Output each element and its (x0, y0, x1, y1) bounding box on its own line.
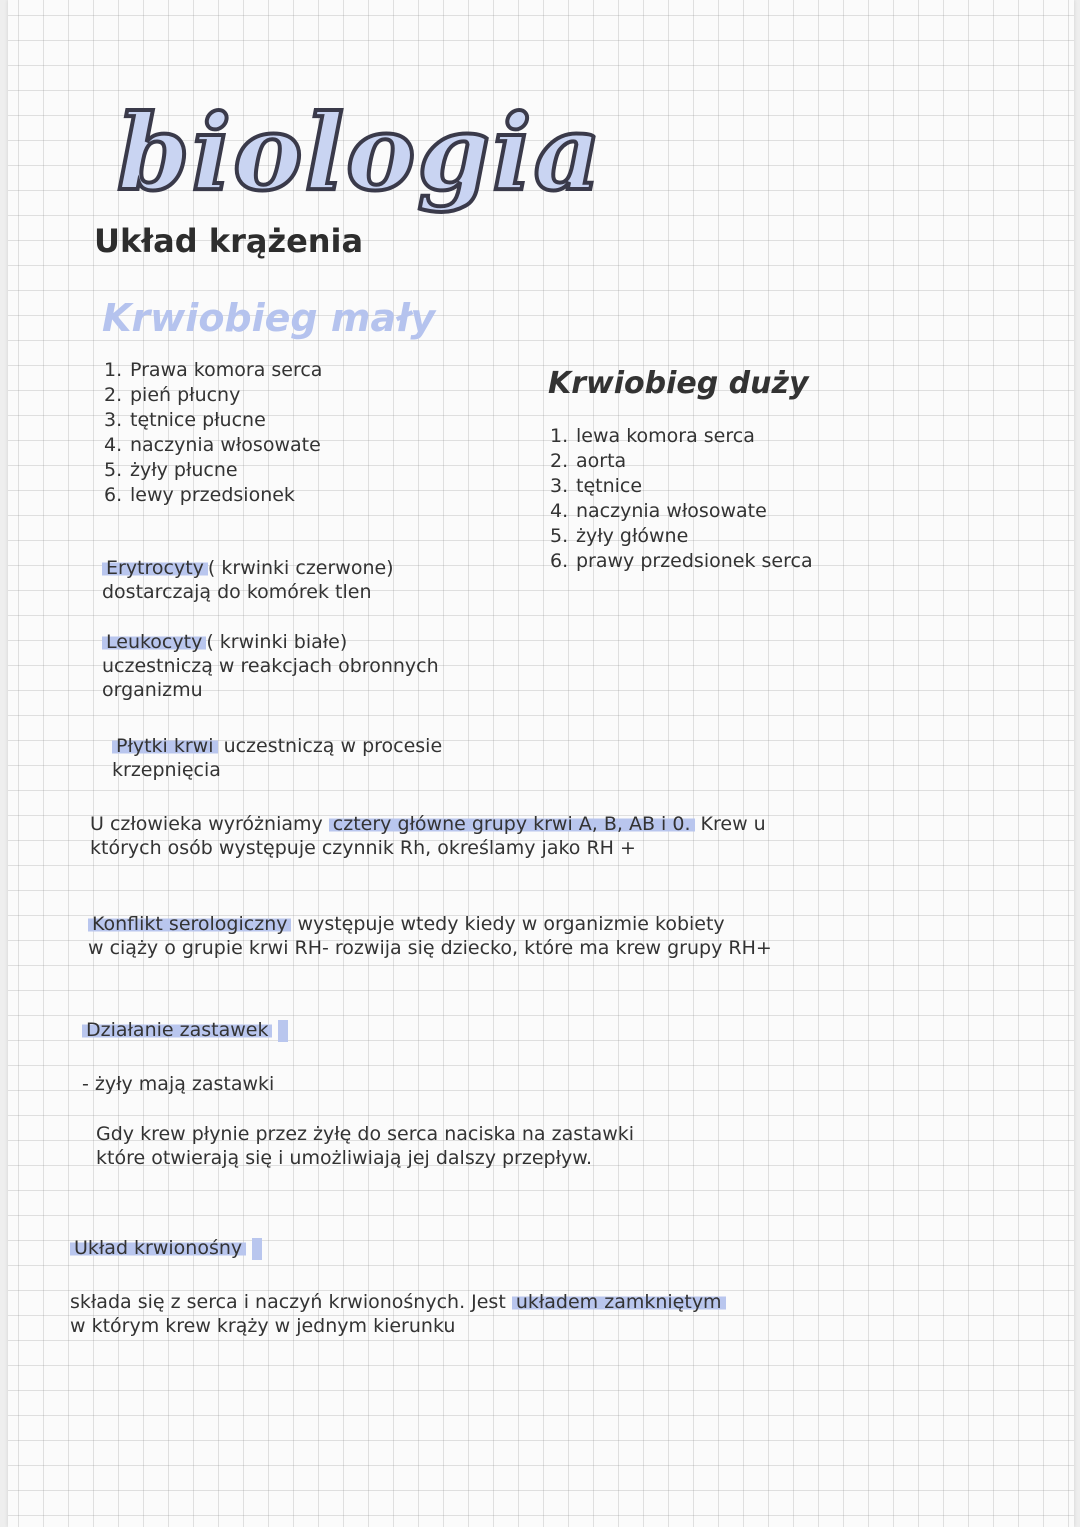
conflict-term: Konflikt serologiczny (88, 913, 291, 935)
blood-groups-block (90, 812, 766, 860)
highlight-marker (278, 1020, 288, 1042)
list-item: 3. tętnice (550, 475, 643, 497)
valves-term: Działanie zastawek (82, 1019, 272, 1041)
list-item: 1. Prawa komora serca (104, 359, 323, 381)
erythrocytes-block (102, 556, 394, 604)
blood-groups-post: Krew u (700, 813, 766, 835)
conflict-line2: w ciąży o grupie krwi RH- rozwija się dziecko, które ma krew grupy RH+ (88, 937, 772, 959)
list-item: 3. tętnice płucne (104, 409, 266, 431)
erythrocytes-paren: ( krwinki czerwone) (207, 557, 394, 579)
list-item: 5. żyły główne (550, 525, 689, 547)
system-term: Układ krwionośny (70, 1237, 246, 1259)
conflict-line1: występuje wtedy kiedy w organizmie kobiety (297, 913, 725, 935)
blood-groups-line2: których osób występuje czynnik Rh, określamy jako RH + (90, 837, 636, 859)
platelets-desc-cont: krzepnięcia (112, 759, 221, 781)
title-text: biologia (116, 90, 604, 214)
valves-line2: które otwierają się i umożliwiają jej dalszy przepływ. (96, 1147, 593, 1169)
main-heading: Układ krążenia (94, 222, 364, 260)
leukocytes-desc: uczestniczą w reakcjach obronnych (102, 655, 439, 677)
title-logo (90, 72, 630, 232)
platelets-block (112, 734, 442, 782)
list-item: 6. prawy przedsionek serca (550, 550, 813, 572)
blood-groups-pre: U człowieka wyróżniamy (90, 813, 323, 835)
list-item: 6. lewy przedsionek (104, 484, 295, 506)
small-circulation-list (104, 358, 322, 508)
list-item: 2. aorta (550, 450, 627, 472)
small-circulation-title: Krwiobieg mały (102, 296, 436, 340)
highlight-marker (252, 1238, 262, 1260)
valves-bullet: - żyły mają zastawki (82, 1073, 275, 1095)
conflict-block (88, 912, 772, 960)
platelets-term: Płytki krwi (112, 735, 218, 757)
list-item: 1. lewa komora serca (550, 425, 755, 447)
notebook-page (8, 0, 1074, 1527)
list-item: 4. naczynia włosowate (104, 434, 321, 456)
list-item: 2. pień płucny (104, 384, 241, 406)
valves-block (82, 1018, 634, 1170)
platelets-desc: uczestniczą w procesie (223, 735, 443, 757)
valves-line1: Gdy krew płynie przez żyłę do serca naciska na zastawki (96, 1123, 635, 1145)
erythrocytes-term: Erytrocyty (102, 557, 208, 579)
system-line1: składa się z serca i naczyń krwionośnych. Jest (70, 1291, 506, 1313)
leukocytes-desc-cont: organizmu (102, 679, 203, 701)
large-circulation-list (550, 424, 813, 574)
leukocytes-term: Leukocyty (102, 631, 206, 653)
list-item: 5. żyły płucne (104, 459, 238, 481)
leukocytes-paren: ( krwinki białe) (206, 631, 348, 653)
system-line2: w którym krew krąży w jednym kierunku (70, 1315, 456, 1337)
large-circulation-title: Krwiobieg duży (548, 366, 809, 401)
system-block (70, 1236, 726, 1338)
leukocytes-block (102, 630, 439, 702)
blood-groups-highlight: cztery główne grupy krwi A, B, AB i 0. (329, 813, 695, 835)
list-item: 4. naczynia włosowate (550, 500, 767, 522)
erythrocytes-desc: dostarczają do komórek tlen (102, 581, 372, 603)
system-highlight: układem zamkniętym (512, 1291, 726, 1313)
